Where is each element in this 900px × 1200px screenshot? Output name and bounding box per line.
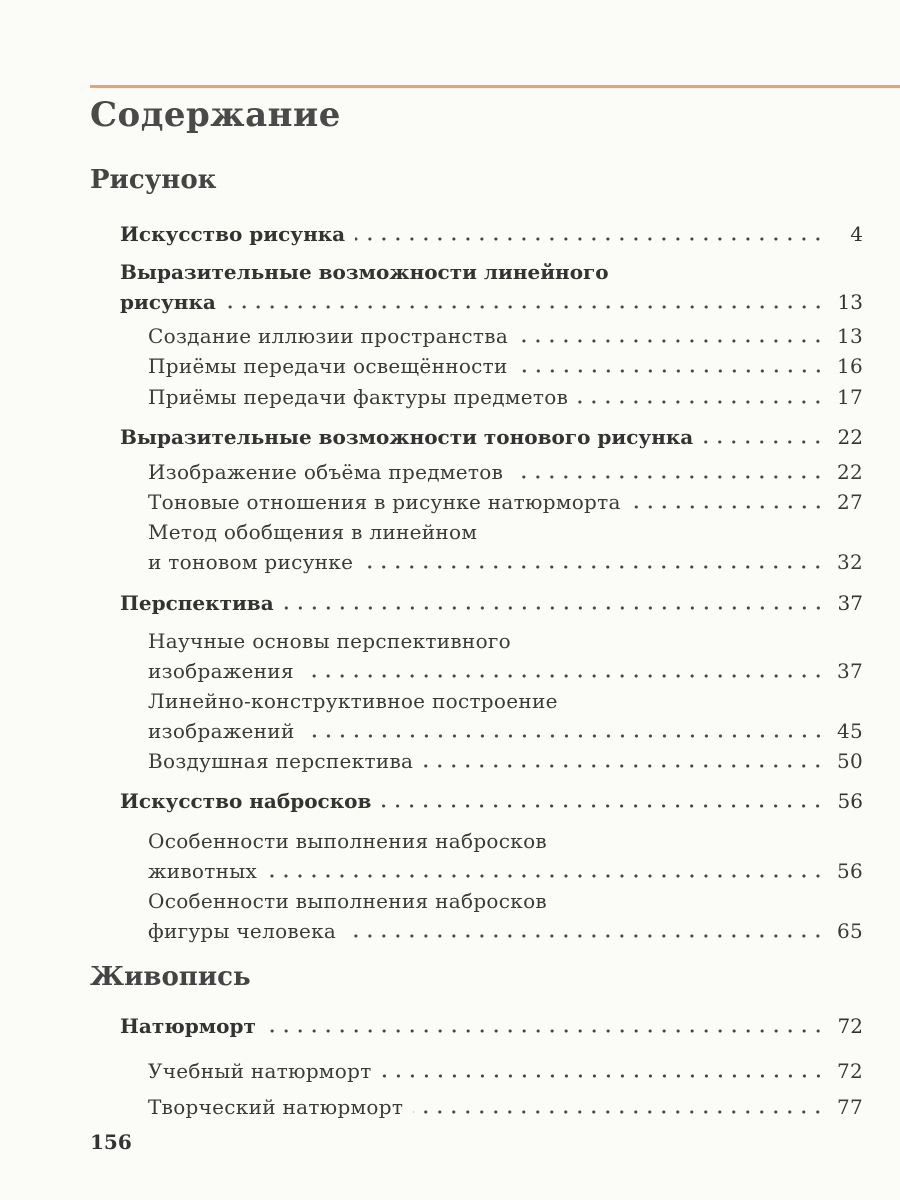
toc-entry-title-line: Особенности выполнения набросков	[148, 889, 547, 913]
toc-entry[interactable]	[148, 1093, 863, 1121]
toc-page-number: 77	[836, 1095, 863, 1119]
toc-entry[interactable]	[148, 857, 863, 885]
toc-page-number: 13	[837, 290, 863, 314]
toc-page-number: 72	[836, 1059, 863, 1083]
dot-leader	[381, 803, 825, 809]
dot-leader	[363, 564, 825, 570]
dot-leader	[305, 733, 825, 739]
toc-entry-title-line: Метод обобщения в линейном	[148, 520, 478, 544]
toc-entry-title: животных	[148, 859, 258, 883]
header-rule	[90, 85, 900, 88]
toc-entry[interactable]	[148, 548, 863, 576]
toc-entry-title-line: Научные основы перспективного	[148, 629, 512, 653]
page-title: Содержание	[90, 95, 341, 135]
dot-leader	[355, 236, 825, 242]
dot-leader	[631, 504, 825, 510]
toc-entry-title: и тоновом рисунке	[148, 550, 354, 574]
toc-entry-title: Выразительные возможности тонового рисунка	[120, 425, 694, 449]
toc-entry[interactable]	[148, 657, 863, 685]
toc-page-number: 72	[837, 1014, 863, 1038]
toc-entry[interactable]	[120, 1012, 863, 1040]
toc-page-number: 4	[850, 222, 863, 246]
toc-entry-title: Приёмы передачи фактуры предметов	[148, 385, 569, 409]
toc-entry-title: Тоновые отношения в рисунке натюрморта	[148, 490, 621, 514]
toc-entry-title: изображения	[148, 659, 294, 683]
toc-entry-title: Создание иллюзии пространства	[148, 324, 509, 348]
toc-entry[interactable]	[148, 917, 863, 945]
toc-entry[interactable]	[148, 383, 863, 411]
toc-entry[interactable]	[120, 288, 863, 316]
dot-leader	[346, 933, 825, 939]
dot-leader	[518, 338, 825, 344]
page-number: 156	[90, 1130, 132, 1154]
toc-page-number: 22	[836, 460, 863, 484]
dot-leader	[226, 304, 825, 310]
toc-page-number: 37	[837, 591, 863, 615]
toc-entry[interactable]	[148, 747, 863, 775]
toc-entry-title: Перспектива	[120, 591, 274, 615]
toc-page-number: 27	[836, 490, 863, 514]
toc-entry[interactable]	[148, 488, 863, 516]
dot-leader	[703, 439, 825, 445]
toc-page-number: 13	[836, 324, 863, 348]
dot-leader	[578, 399, 825, 405]
toc-entry[interactable]	[120, 589, 863, 617]
toc-page-number: 56	[837, 789, 863, 813]
dot-leader	[513, 474, 825, 480]
toc-entry[interactable]	[148, 458, 863, 486]
toc-entry-title: фигуры человека	[148, 919, 337, 943]
section-title: Живопись	[90, 962, 251, 992]
toc-page-number: 22	[837, 425, 863, 449]
toc-entry-title: Изображение объёма предметов	[148, 460, 504, 484]
toc-entry[interactable]	[148, 1057, 863, 1085]
toc-entry[interactable]	[148, 352, 863, 380]
toc-entry-title-line: Выразительные возможности линейного	[120, 260, 609, 284]
toc-entry-title: рисунка	[120, 290, 216, 314]
toc-page-number: 32	[836, 550, 863, 574]
toc-entry-title: Творческий натюрморт	[148, 1095, 404, 1119]
dot-leader	[304, 673, 825, 679]
dot-leader	[382, 1073, 825, 1079]
dot-leader	[284, 605, 825, 611]
dot-leader	[413, 1109, 825, 1115]
dot-leader	[518, 368, 825, 374]
dot-leader	[266, 1028, 825, 1034]
toc-entry-title: Искусство рисунка	[120, 222, 346, 246]
toc-entry[interactable]	[120, 787, 863, 815]
toc-page-number: 37	[836, 659, 863, 683]
toc-page-number: 65	[836, 919, 863, 943]
toc-entry-title-line: Особенности выполнения набросков	[148, 829, 547, 853]
section-title: Рисунок	[90, 165, 217, 195]
toc-entry[interactable]	[120, 220, 863, 248]
toc-entry-title: Воздушная перспектива	[148, 749, 414, 773]
toc-entry-title: Учебный натюрморт	[148, 1059, 372, 1083]
toc-entry[interactable]	[148, 322, 863, 350]
toc-entry[interactable]	[120, 423, 863, 451]
toc-page-number: 50	[836, 749, 863, 773]
toc-entry-title: Искусство набросков	[120, 789, 372, 813]
toc-entry-title: Приёмы передачи освещённости	[148, 354, 508, 378]
dot-leader	[267, 873, 825, 879]
toc-page-number: 16	[836, 354, 863, 378]
toc-entry-title: изображений	[148, 719, 295, 743]
toc-entry-title-line: Линейно-конструктивное построение	[148, 689, 558, 713]
dot-leader	[423, 763, 825, 769]
toc-entry[interactable]	[148, 717, 863, 745]
toc-page-number: 45	[836, 719, 863, 743]
toc-page-number: 56	[836, 859, 863, 883]
toc-entry-title: Натюрморт	[120, 1014, 256, 1038]
toc-page-number: 17	[836, 385, 863, 409]
